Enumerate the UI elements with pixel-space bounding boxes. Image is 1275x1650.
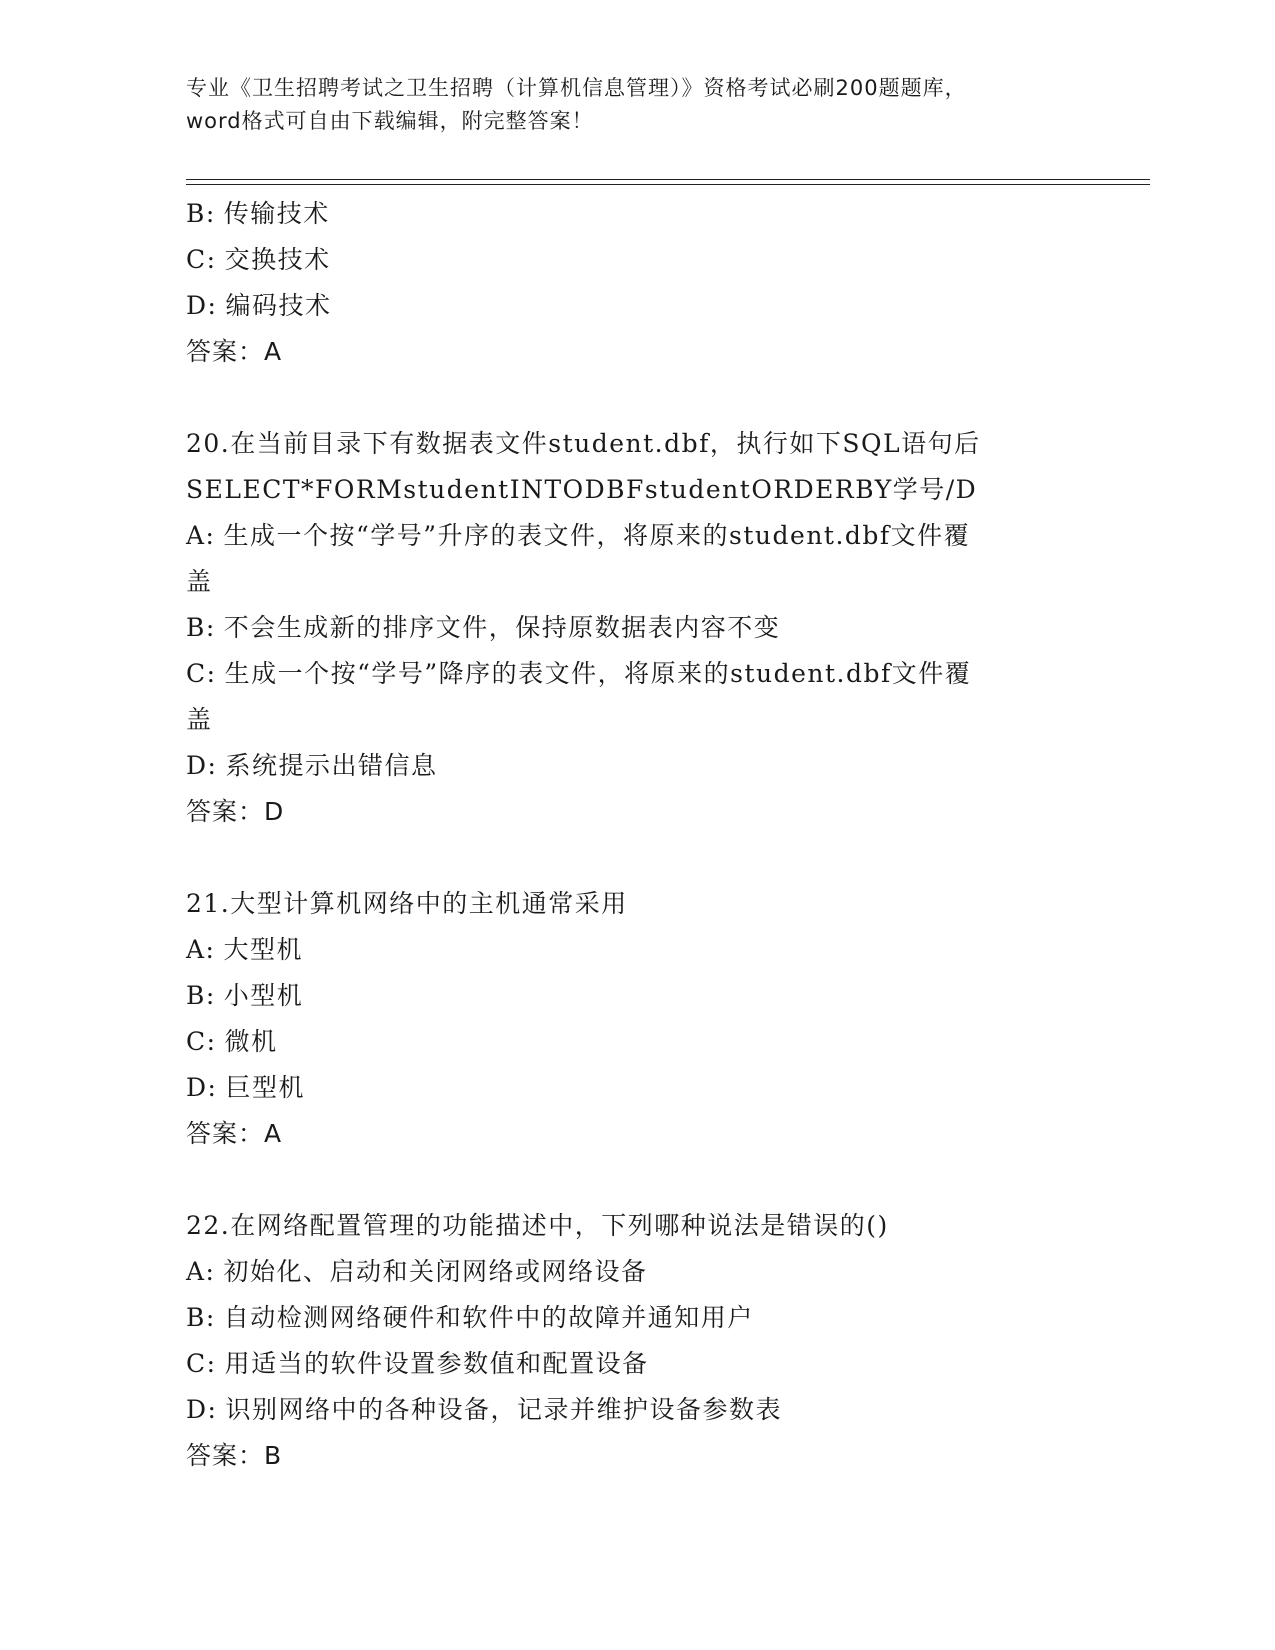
document-header <box>186 72 1086 138</box>
option-d: D: 编码技术 <box>186 291 332 320</box>
option-a: A: 大型机 <box>186 935 303 964</box>
option-d: D: 系统提示出错信息 <box>186 751 438 780</box>
question-stem: 20.在当前目录下有数据表文件student.dbf，执行如下SQL语句后 <box>186 429 981 458</box>
option-c: C: 交换技术 <box>186 245 331 274</box>
spacer <box>186 375 1086 421</box>
option-d: D: 识别网络中的各种设备，记录并维护设备参数表 <box>186 1395 782 1424</box>
question-stem: 22.在网络配置管理的功能描述中，下列哪种说法是错误的() <box>186 1211 889 1240</box>
spacer <box>186 835 1086 881</box>
question-20 <box>186 421 1086 835</box>
option-c-cont: 盖 <box>186 705 213 734</box>
question-22 <box>186 1203 1086 1479</box>
answer: 答案：A <box>186 1119 283 1148</box>
option-c: C: 生成一个按“学号”降序的表文件，将原来的student.dbf文件覆 <box>186 659 972 688</box>
question-21 <box>186 881 1086 1157</box>
question-stem: 21.大型计算机网络中的主机通常采用 <box>186 889 628 918</box>
document-body <box>186 191 1086 1479</box>
option-b: B: 自动检测网络硬件和软件中的故障并通知用户 <box>186 1303 754 1332</box>
answer: 答案：A <box>186 337 283 366</box>
prev-question-block <box>186 191 1086 375</box>
option-b: B: 传输技术 <box>186 199 330 228</box>
option-c: C: 用适当的软件设置参数值和配置设备 <box>186 1349 649 1378</box>
answer: 答案：D <box>186 797 285 826</box>
option-a-cont: 盖 <box>186 567 213 596</box>
option-b: B: 小型机 <box>186 981 304 1010</box>
question-stem-cont: SELECT*FORMstudentINTODBFstudentORDERBY学号/D <box>186 475 978 504</box>
header-line-1: 专业《卫生招聘考试之卫生招聘（计算机信息管理）》资格考试必刷200题题库， <box>186 76 967 100</box>
option-a: A: 生成一个按“学号”升序的表文件，将原来的student.dbf文件覆 <box>186 521 971 550</box>
option-c: C: 微机 <box>186 1027 278 1056</box>
spacer <box>186 1157 1086 1203</box>
option-d: D: 巨型机 <box>186 1073 305 1102</box>
header-line-2: word格式可自由下载编辑，附完整答案！ <box>186 109 594 133</box>
header-rule-bottom <box>186 184 1150 185</box>
header-rule-top <box>186 179 1150 180</box>
option-b: B: 不会生成新的排序文件，保持原数据表内容不变 <box>186 613 781 642</box>
answer: 答案：B <box>186 1441 283 1470</box>
option-a: A: 初始化、启动和关闭网络或网络设备 <box>186 1257 648 1286</box>
